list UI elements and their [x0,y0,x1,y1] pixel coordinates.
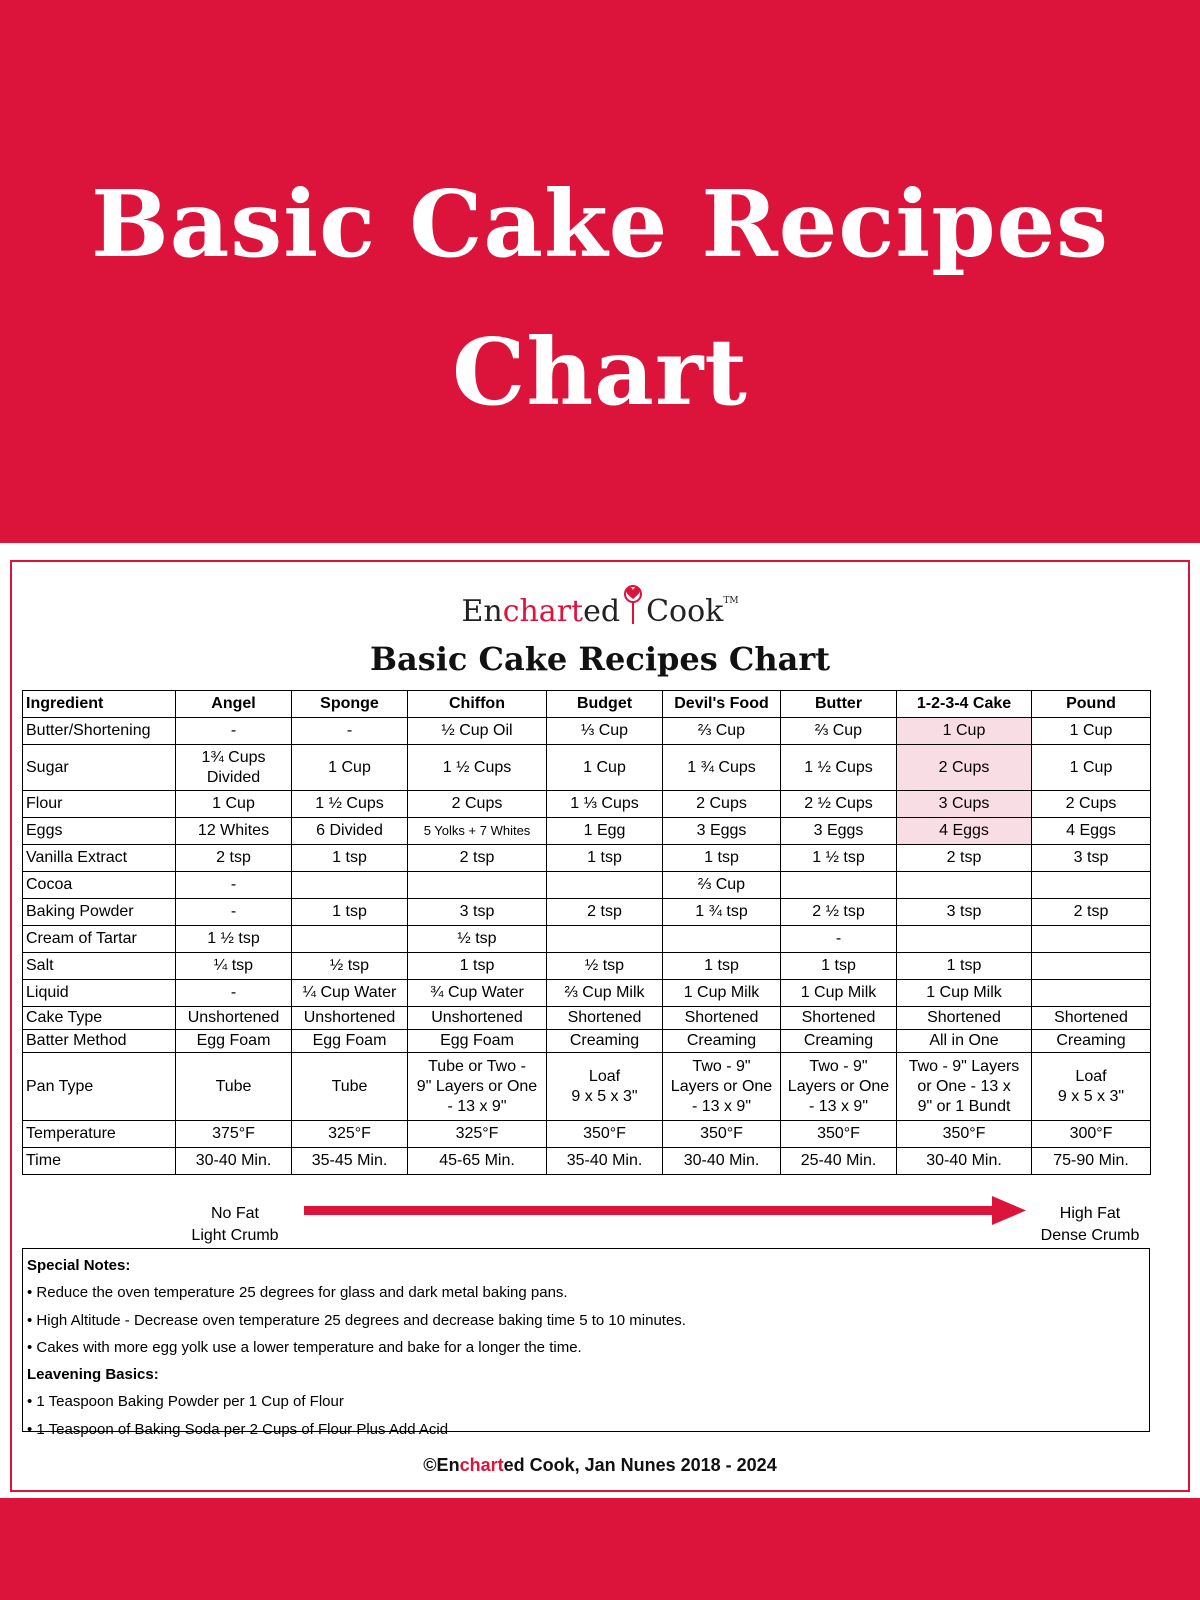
table-cell: Shortened [1032,1007,1151,1030]
table-cell: 3 tsp [1032,845,1151,872]
row-label: Eggs [23,818,176,845]
table-cell: 2 Cups [663,791,781,818]
table-cell: 2 tsp [897,845,1032,872]
table-cell: 3 Eggs [781,818,897,845]
table-cell: Creaming [547,1030,663,1053]
table-row [23,791,1151,818]
table-cell: 2 Cups [1032,791,1151,818]
table-cell: 75-90 Min. [1032,1148,1151,1175]
row-label: Sugar [23,745,176,791]
table-cell: - [176,980,292,1007]
table-cell: 30-40 Min. [897,1148,1032,1175]
table-cell: 350°F [663,1121,781,1148]
table-cell: ¼ Cup Water [292,980,408,1007]
column-header: Butter [781,691,897,718]
column-header: Chiffon [408,691,547,718]
table-cell [1032,980,1151,1007]
table-cell: 2 tsp [408,845,547,872]
table-cell: 35-45 Min. [292,1148,408,1175]
table-cell: ⅔ Cup [663,718,781,745]
logo-text-ed: ed [583,594,621,629]
table-cell: Creaming [781,1030,897,1053]
table-row [23,1121,1151,1148]
row-label: Salt [23,953,176,980]
logo-text-chart: chart [502,594,584,629]
table-cell: 1 Cup [1032,745,1151,791]
table-cell [663,926,781,953]
special-note-item: • High Altitude - Decrease oven temperature 25 degrees and decrease baking time 5 to 10 minutes. [27,1311,686,1329]
table-cell: 3 tsp [897,899,1032,926]
table-cell: Two - 9" Layers or One - 13 x 9" or 1 Bundt [897,1053,1032,1121]
table-cell: Egg Foam [408,1030,547,1053]
table-cell: 1 Cup [176,791,292,818]
table-cell [897,872,1032,899]
footer-highlight: chart [459,1455,504,1475]
table-cell: 325°F [292,1121,408,1148]
table-row [23,818,1151,845]
table-header-row [23,691,1151,718]
table-cell [1032,926,1151,953]
scale-left-line1: No Fat [210,1205,259,1222]
logo-text-en: En [461,594,503,629]
table-cell: Unshortened [176,1007,292,1030]
table-cell: 5 Yolks + 7 Whites [408,818,547,845]
table-cell: 350°F [547,1121,663,1148]
table-cell: 30-40 Min. [663,1148,781,1175]
table-row [23,953,1151,980]
table-cell: ½ Cup Oil [408,718,547,745]
table-cell: ¼ tsp [176,953,292,980]
table-cell: Shortened [897,1007,1032,1030]
table-cell: 1 Cup [897,718,1032,745]
table-cell: Two - 9" Layers or One - 13 x 9" [781,1053,897,1121]
logo-text-cook: Cook [646,594,724,629]
row-label: Baking Powder [23,899,176,926]
table-cell: 2 ½ Cups [781,791,897,818]
table-cell [547,872,663,899]
table-cell [1032,953,1151,980]
table-cell: 350°F [897,1121,1032,1148]
table-cell: 1 Cup [1032,718,1151,745]
leavening-item: • 1 Teaspoon of Baking Soda per 2 Cups of Flour Plus Add Acid [27,1420,449,1438]
table-cell: ½ tsp [547,953,663,980]
table-row [23,1148,1151,1175]
table-cell: 1 tsp [547,845,663,872]
table-cell: Tube [292,1053,408,1121]
column-header: Pound [1032,691,1151,718]
table-cell: 3 Eggs [663,818,781,845]
column-header-ingredient: Ingredient [23,691,176,718]
table-cell: 1 tsp [408,953,547,980]
table-cell: 300°F [1032,1121,1151,1148]
table-cell: Egg Foam [176,1030,292,1053]
table-cell: 1 Cup Milk [781,980,897,1007]
scale-right-line2: Dense Crumb [1040,1227,1140,1244]
table-cell: 1 Cup [547,745,663,791]
table-cell: 1 ⅓ Cups [547,791,663,818]
table-cell: Shortened [781,1007,897,1030]
table-row [23,718,1151,745]
table-cell: 12 Whites [176,818,292,845]
scale-right-label [1030,1203,1150,1247]
cake-recipes-table [22,690,1151,1175]
table-row [23,1007,1151,1030]
scale-left-line2: Light Crumb [191,1227,279,1244]
table-cell [547,926,663,953]
table-cell: 2 tsp [1032,899,1151,926]
row-label: Batter Method [23,1030,176,1053]
table-cell: 3 tsp [408,899,547,926]
row-label: Temperature [23,1121,176,1148]
table-cell: Shortened [663,1007,781,1030]
table-cell: ½ tsp [292,953,408,980]
table-cell: 1 tsp [663,953,781,980]
table-row [23,845,1151,872]
table-cell: Unshortened [408,1007,547,1030]
row-label: Flour [23,791,176,818]
table-cell: 1 ½ Cups [408,745,547,791]
table-cell: 1 tsp [292,899,408,926]
table-cell: - [176,718,292,745]
table-cell: 1 Egg [547,818,663,845]
table-cell: 1 ½ tsp [781,845,897,872]
table-cell [408,872,547,899]
table-cell: 35-40 Min. [547,1148,663,1175]
column-header: 1-2-3-4 Cake [897,691,1032,718]
table-cell: 2 Cups [408,791,547,818]
enchartedcook-logo [0,585,1200,629]
table-cell: ¾ Cup Water [408,980,547,1007]
special-notes-heading: Special Notes: [27,1257,131,1274]
table-cell: Unshortened [292,1007,408,1030]
table-cell [897,926,1032,953]
special-note-item: • Reduce the oven temperature 25 degrees for glass and dark metal baking pans. [27,1284,568,1302]
banner-title [0,150,1200,446]
column-header: Angel [176,691,292,718]
scale-right-line1: High Fat [1059,1205,1121,1222]
table-row [23,926,1151,953]
row-label: Butter/Shortening [23,718,176,745]
table-cell: Tube or Two - 9" Layers or One - 13 x 9" [408,1053,547,1121]
table-row [23,899,1151,926]
table-cell: 45-65 Min. [408,1148,547,1175]
table-cell: 6 Divided [292,818,408,845]
table-cell: - [292,718,408,745]
table-cell [292,872,408,899]
spoon-heart-icon [624,585,642,625]
row-label: Cream of Tartar [23,926,176,953]
table-cell: ⅔ Cup Milk [547,980,663,1007]
table-cell: 2 ½ tsp [781,899,897,926]
table-cell: ⅔ Cup [781,718,897,745]
table-cell: 1 Cup Milk [897,980,1032,1007]
table-cell: 1 ¾ tsp [663,899,781,926]
column-header: Budget [547,691,663,718]
table-cell: 1 tsp [897,953,1032,980]
table-cell: 4 Eggs [1032,818,1151,845]
table-cell: 350°F [781,1121,897,1148]
table-cell: 1 Cup Milk [663,980,781,1007]
table-cell: 2 tsp [176,845,292,872]
table-cell: ⅓ Cup [547,718,663,745]
leavening-item: • 1 Teaspoon Baking Powder per 1 Cup of Flour [27,1393,344,1411]
table-cell: - [176,872,292,899]
table-cell: 1 ¾ Cups [663,745,781,791]
column-header: Sponge [292,691,408,718]
table-cell: ⅔ Cup [663,872,781,899]
table-cell [781,872,897,899]
row-label: Cake Type [23,1007,176,1030]
table-row [23,1053,1151,1121]
table-cell: 30-40 Min. [176,1148,292,1175]
table-cell: 325°F [408,1121,547,1148]
notes-box [22,1248,1150,1438]
table-row [23,872,1151,899]
row-label: Vanilla Extract [23,845,176,872]
column-header: Devil's Food [663,691,781,718]
table-cell: 1 tsp [781,953,897,980]
special-note-item: • Cakes with more egg yolk use a lower temperature and bake for a longer the time. [27,1338,582,1356]
table-cell: Tube [176,1053,292,1121]
table-cell [292,926,408,953]
table-cell: - [176,899,292,926]
table-cell: Creaming [1032,1030,1151,1053]
table-row [23,980,1151,1007]
table-cell: Two - 9" Layers or One - 13 x 9" [663,1053,781,1121]
table-cell: Loaf 9 x 5 x 3" [547,1053,663,1121]
table-cell [1032,872,1151,899]
table-cell: 2 tsp [547,899,663,926]
table-cell: Egg Foam [292,1030,408,1053]
scale-left-label [165,1203,305,1247]
banner-title-line2: Chart [452,318,748,426]
footer-suffix: ed Cook, Jan Nunes 2018 - 2024 [503,1455,777,1475]
chart-title: Basic Cake Recipes Chart [369,640,831,678]
table-cell: 1 ½ Cups [292,791,408,818]
copyright-footer [0,1455,1200,1476]
row-label: Pan Type [23,1053,176,1121]
banner-title-line1: Basic Cake Recipes [91,170,1109,278]
table-cell: 3 Cups [897,791,1032,818]
table-cell: 1 Cup [292,745,408,791]
table-cell: 1 tsp [663,845,781,872]
footer-prefix: ©En [423,1455,460,1475]
table-cell: 375°F [176,1121,292,1148]
table-cell: 1 ½ Cups [781,745,897,791]
table-cell: 25-40 Min. [781,1148,897,1175]
leavening-basics-heading: Leavening Basics: [27,1366,159,1384]
row-label: Time [23,1148,176,1175]
table-cell: ½ tsp [408,926,547,953]
table-row [23,1030,1151,1053]
row-label: Liquid [23,980,176,1007]
table-cell: Shortened [547,1007,663,1030]
table-cell: 4 Eggs [897,818,1032,845]
table-cell: 1 tsp [292,845,408,872]
table-cell: - [781,926,897,953]
table-cell: All in One [897,1030,1032,1053]
table-row [23,745,1151,791]
table-cell: 1¾ Cups Divided [176,745,292,791]
table-cell: 2 Cups [897,745,1032,791]
row-label: Cocoa [23,872,176,899]
logo-trademark: TM [723,596,739,606]
table-cell: 1 ½ tsp [176,926,292,953]
table-cell: Creaming [663,1030,781,1053]
table-cell: Loaf 9 x 5 x 3" [1032,1053,1151,1121]
arrow-right-icon [304,1196,1026,1226]
